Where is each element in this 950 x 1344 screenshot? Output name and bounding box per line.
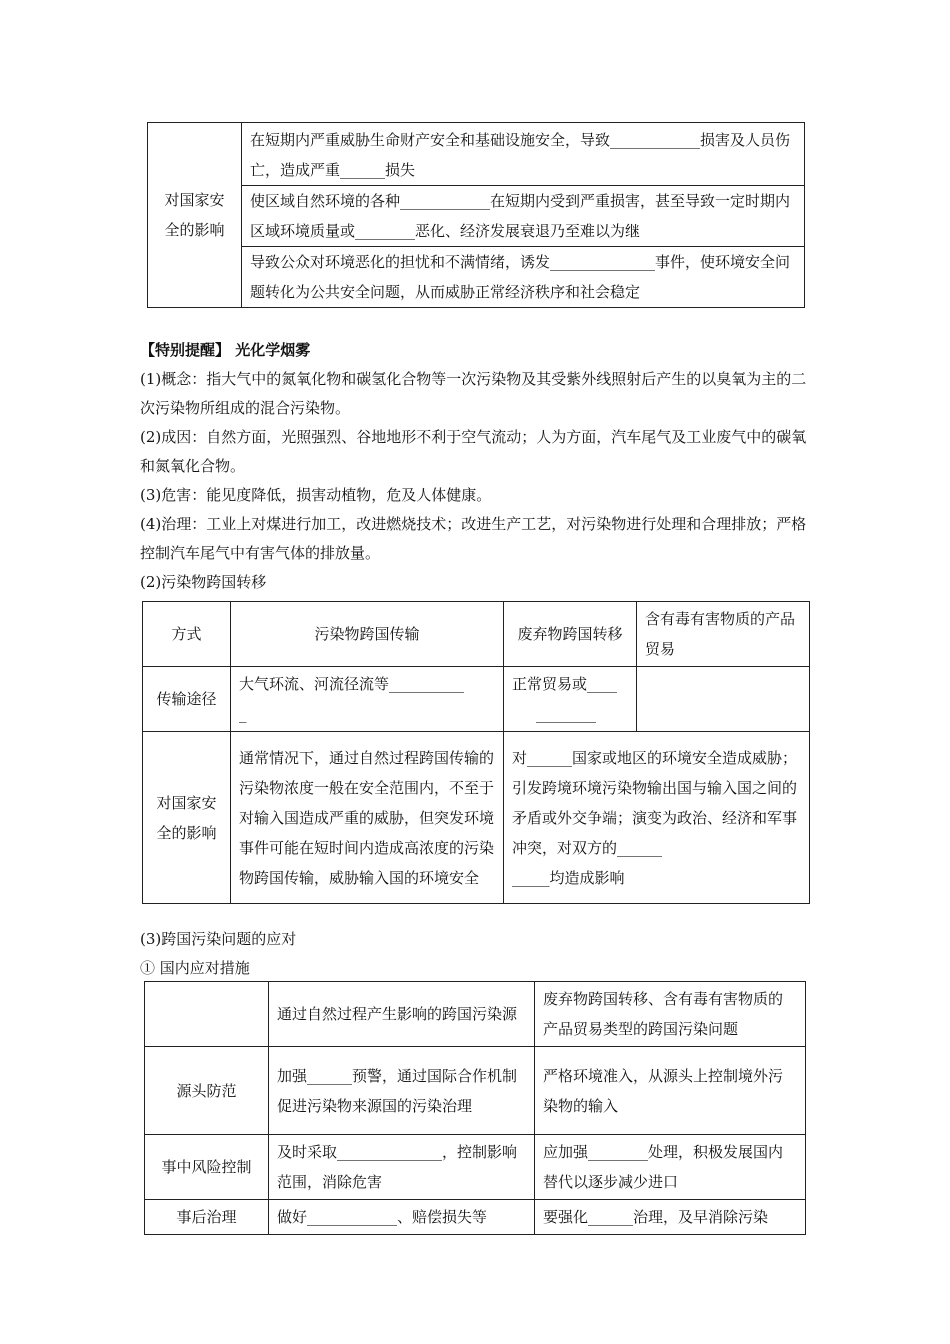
section-2-title: (2)污染物跨国转移 bbox=[140, 573, 267, 591]
reminder-item-4: (4)治理：工业上对煤进行加工，改进燃烧技术；改进生产工艺，对污染物进行处理和合理排放；严格控制汽车尾气中有害气体的排放量。 bbox=[140, 515, 807, 562]
row-impact-label: 对国家安全的影响 bbox=[143, 732, 231, 904]
section-3-title: (3)跨国污染问题的应对 bbox=[140, 930, 297, 948]
aftermath-trade: 要强化______治理，及早消除污染 bbox=[535, 1200, 806, 1235]
row-route-label: 传输途径 bbox=[143, 667, 231, 732]
impact-waste-trade-cont: _____均造成影响 bbox=[512, 868, 625, 887]
impact-row-2: 使区域自然环境的各种____________在短期内受到严重损害，甚至导致一定时期内区域环境质量或________恶化、经济发展衰退乃至难以为继 bbox=[242, 185, 804, 246]
reminder-item-1: (1)概念：指大气中的氮氧化物和碳氢化合物等一次污染物及其受紫外线照射后产生的以臭氧为主的二次污染物所组成的混合污染物。 bbox=[140, 370, 807, 417]
impact-row-1: 在短期内严重威胁生命财产安全和基础设施安全，导致____________损害及人员伤亡，造成严重______损失 bbox=[250, 131, 791, 179]
row-prevention-label: 源头防范 bbox=[145, 1047, 269, 1135]
impact-table-top bbox=[147, 122, 805, 308]
control-trade: 应加强________处理，积极发展国内替代以逐步减少进口 bbox=[535, 1135, 806, 1200]
header-natural: 通过自然过程产生影响的跨国污染源 bbox=[269, 982, 535, 1047]
prevention-natural: 加强______预警，通过国际合作机制促进污染物来源国的污染治理 bbox=[269, 1047, 535, 1135]
impact-row-3: 导致公众对环境恶化的担忧和不满情绪，诱发______________事件，使环境安全问题转化为公共安全问题，从而威胁正常经济秩序和社会稳定 bbox=[242, 246, 804, 307]
reminder-item-2: (2)成因：自然方面，光照强烈、谷地地形不利于空气流动；人为方面，汽车尾气及工业废气中的碳氧和氮氧化合物。 bbox=[140, 428, 807, 475]
row-aftermath-label: 事后治理 bbox=[145, 1200, 269, 1235]
header-waste: 废弃物跨国转移 bbox=[504, 602, 637, 667]
control-natural: 及时采取______________，控制影响范围，消除危害 bbox=[269, 1135, 535, 1200]
transfer-table bbox=[142, 601, 810, 904]
header-empty bbox=[145, 982, 269, 1047]
reminder-item-3: (3)危害：能见度降低，损害动植物，危及人体健康。 bbox=[140, 486, 492, 504]
route-trade-empty bbox=[637, 667, 810, 732]
route-waste: 正常贸易或____ bbox=[512, 675, 618, 693]
header-trade-waste: 废弃物跨国转移、含有毒有害物质的产品贸易类型的跨国污染问题 bbox=[535, 982, 806, 1047]
header-method: 方式 bbox=[143, 602, 231, 667]
row-control-label: 事中风险控制 bbox=[145, 1135, 269, 1200]
header-transport: 污染物跨国传输 bbox=[231, 602, 504, 667]
aftermath-natural: 做好____________、赔偿损失等 bbox=[269, 1200, 535, 1235]
impact-waste-trade: 对______国家或地区的环境安全造成威胁；引发跨境环境污染物输出国与输入国之间的矛盾或外交争端；演变为政治、经济和军事冲突，对双方的______ bbox=[512, 748, 798, 857]
impact-transport: 通常情况下，通过自然过程跨国传输的污染物浓度一般在安全范围内，不至于对输入国造成严重的威胁，但突发环境事件可能在短时间内造成高浓度的污染物跨国传输，威胁输入国的环境安全 bbox=[231, 732, 504, 904]
reminder-title: 【特别提醒】 光化学烟雾 bbox=[140, 341, 311, 359]
response-table bbox=[144, 981, 806, 1235]
route-waste-cont: ________ bbox=[536, 705, 596, 723]
impact-label: 对国家安全的影响 bbox=[148, 123, 242, 308]
header-trade: 含有毒有害物质的产品贸易 bbox=[637, 602, 810, 667]
prevention-trade: 严格环境准入，从源头上控制境外污染物的输入 bbox=[535, 1047, 806, 1135]
route-transport-cont: _ bbox=[239, 705, 247, 723]
section-3-subtitle: ① 国内应对措施 bbox=[140, 959, 250, 977]
route-transport: 大气环流、河流径流等__________ bbox=[239, 675, 465, 693]
